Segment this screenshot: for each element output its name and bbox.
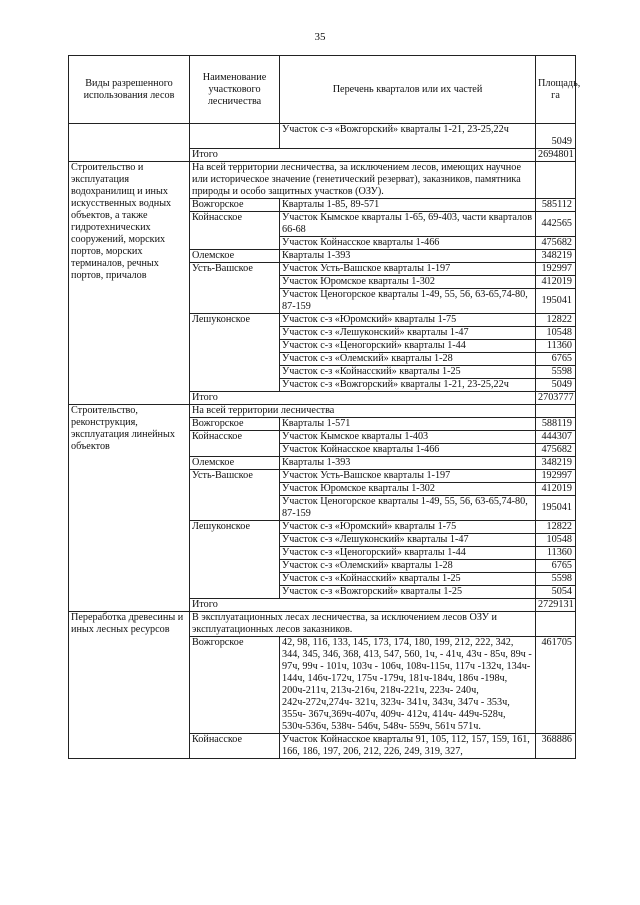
quarters-cell: Участок с-з «Койнасский» кварталы 1-25	[280, 366, 536, 379]
use-type-cell: Переработка древесины и иных лесных ресурсов	[69, 612, 190, 759]
quarters-cell: Кварталы 1-85, 89-571	[280, 199, 536, 212]
header-row	[69, 56, 576, 124]
quarters-cell: Участок с-з «Лешуконский» кварталы 1-47	[280, 534, 536, 547]
area-cell: 475682	[536, 237, 576, 250]
header-area: Площадь, га	[536, 56, 576, 124]
area-cell: 192997	[536, 470, 576, 483]
area-cell: 368886	[536, 734, 576, 759]
quarters-cell: Участок с-з «Ценогорский» кварталы 1-44	[280, 340, 536, 353]
area-cell: 5049	[536, 379, 576, 392]
quarters-cell: Участок с-з «Юромский» кварталы 1-75	[280, 314, 536, 327]
area-cell: 12822	[536, 314, 576, 327]
quarters-cell: Кварталы 1-571	[280, 418, 536, 431]
quarters-cell: Участок Усть-Вашское кварталы 1-197	[280, 263, 536, 276]
area-cell: 475682	[536, 444, 576, 457]
area-cell: 192997	[536, 263, 576, 276]
forestry-cell: Койнасское	[190, 734, 280, 759]
quarters-cell: Участок Ценогорское кварталы 1-49, 55, 56, 63-65,74-80, 87-159	[280, 496, 536, 521]
quarters-cell: Участок Кымское кварталы 1-65, 69-403, части кварталов 66-68	[280, 212, 536, 237]
area-cell	[536, 405, 576, 418]
area-cell: 585112	[536, 199, 576, 212]
forestry-cell: Олемское	[190, 457, 280, 470]
intro-text: На всей территории лесничества	[190, 405, 536, 418]
quarters-cell: Участок с-з «Лешуконский» кварталы 1-47	[280, 327, 536, 340]
area-cell: 442565	[536, 212, 576, 237]
area-cell: 10548	[536, 534, 576, 547]
quarters-cell: Участок Ценогорское кварталы 1-49, 55, 56, 63-65,74-80, 87-159	[280, 289, 536, 314]
area-cell: 461705	[536, 637, 576, 734]
forestry-cell: Лешуконское	[190, 521, 280, 599]
intro-row	[69, 405, 576, 418]
quarters-cell: Участок Койнасское кварталы 1-466	[280, 444, 536, 457]
forest-use-table	[68, 55, 581, 759]
quarters-cell: Участок с-з «Юромский» кварталы 1-75	[280, 521, 536, 534]
use-type-cell: Строительство и эксплуатация водохранилищ и иных искусственных водных объектов, а также гидротехнических сооружений, морских портов, морских терминалов, речных портов, причалов	[69, 162, 190, 405]
area-cell: 444307	[536, 431, 576, 444]
intro-row	[69, 612, 576, 637]
header-use-type: Виды разрешенного использования лесов	[69, 56, 190, 124]
area-cell	[536, 612, 576, 637]
area-cell: 412019	[536, 483, 576, 496]
forestry-cell: Вожгорское	[190, 418, 280, 431]
table-row	[69, 124, 576, 149]
intro-row	[69, 162, 576, 199]
forestry-cell	[190, 124, 280, 149]
quarters-cell: Участок с-з «Вожгорский» кварталы 1-21, 23-25,22ч	[280, 379, 536, 392]
use-type-cell	[69, 124, 190, 162]
page-number: 35	[314, 31, 326, 43]
area-cell: 5049	[536, 124, 576, 149]
quarters-cell: Кварталы 1-393	[280, 457, 536, 470]
area-cell: 5598	[536, 366, 576, 379]
total-label: Итого	[190, 599, 536, 612]
area-cell: 348219	[536, 457, 576, 470]
area-cell: 6765	[536, 353, 576, 366]
area-cell: 10548	[536, 327, 576, 340]
total-area: 2729131	[536, 599, 576, 612]
area-cell: 11360	[536, 340, 576, 353]
total-label: Итого	[190, 149, 536, 162]
total-area: 2694801	[536, 149, 576, 162]
area-cell: 5054	[536, 586, 576, 599]
header-forestry: Наименование участкового лесничества	[190, 56, 280, 124]
area-cell: 12822	[536, 521, 576, 534]
forestry-cell: Лешуконское	[190, 314, 280, 392]
forestry-cell: Вожгорское	[190, 199, 280, 212]
quarters-cell: Участок с-з «Олемский» кварталы 1-28	[280, 560, 536, 573]
quarters-cell: Участок Кымское кварталы 1-403	[280, 431, 536, 444]
quarters-cell: Участок с-з «Вожгорский» кварталы 1-25	[280, 586, 536, 599]
quarters-cell: Участок Юромское кварталы 1-302	[280, 483, 536, 496]
quarters-cell: 42, 98, 116, 133, 145, 173, 174, 180, 199, 212, 222, 342, 344, 345, 346, 368, 413, 547, 560, 1ч, - 41ч, 43ч - 85ч, 89ч - 97ч, 99ч - 101ч, 103ч - 106ч, 108ч-115ч, 117ч -132ч, 134ч- 144ч, 146ч-172ч, 175ч -179ч, 181ч-184ч, 186ч -198ч, 200ч-211ч, 213ч-216ч, 218ч-221ч, 223ч- 240ч, 242ч-272ч,274ч- 321ч, 323ч- 341ч, 343ч, 347ч - 353ч, 355ч- 367ч,369ч-407ч, 409ч- 412ч, 414ч- 449ч-528ч, 530ч-536ч, 538ч- 546ч, 548ч- 559ч, 561ч 571ч.	[280, 637, 536, 734]
forestry-cell: Вожгорское	[190, 637, 280, 734]
quarters-cell: Участок Юромское кварталы 1-302	[280, 276, 536, 289]
intro-text: На всей территории лесничества, за исключением лесов, имеющих научное или историческое значение (генетический резерват), заказников, памятника природы и особо защитных участков (ОЗУ).	[190, 162, 536, 199]
total-label: Итого	[190, 392, 536, 405]
area-cell: 412019	[536, 276, 576, 289]
area-cell	[536, 162, 576, 199]
area-cell: 195041	[536, 289, 576, 314]
forestry-cell: Усть-Вашское	[190, 470, 280, 521]
quarters-cell: Участок Койнасское кварталы 91, 105, 112, 157, 159, 161, 166, 186, 197, 206, 212, 226, 249, 319, 327,	[280, 734, 536, 759]
quarters-cell: Участок Усть-Вашское кварталы 1-197	[280, 470, 536, 483]
area-cell: 195041	[536, 496, 576, 521]
quarters-cell: Участок с-з «Ценогорский» кварталы 1-44	[280, 547, 536, 560]
area-cell: 11360	[536, 547, 576, 560]
total-area: 2703777	[536, 392, 576, 405]
forestry-cell: Олемское	[190, 250, 280, 263]
forestry-cell: Усть-Вашское	[190, 263, 280, 314]
quarters-cell: Участок с-з «Вожгорский» кварталы 1-21, 23-25,22ч	[280, 124, 536, 149]
area-cell: 348219	[536, 250, 576, 263]
forestry-cell: Койнасское	[190, 431, 280, 457]
area-cell: 588119	[536, 418, 576, 431]
header-quarters: Перечень кварталов или их частей	[280, 56, 536, 124]
use-type-cell: Строительство, реконструкция, эксплуатация линейных объектов	[69, 405, 190, 612]
forestry-cell: Койнасское	[190, 212, 280, 250]
quarters-cell: Участок Койнасское кварталы 1-466	[280, 237, 536, 250]
quarters-cell: Кварталы 1-393	[280, 250, 536, 263]
area-cell: 6765	[536, 560, 576, 573]
intro-text: В эксплуатационных лесах лесничества, за исключением лесов ОЗУ и эксплуатационных лесов заказников.	[190, 612, 536, 637]
quarters-cell: Участок с-з «Койнасский» кварталы 1-25	[280, 573, 536, 586]
quarters-cell: Участок с-з «Олемский» кварталы 1-28	[280, 353, 536, 366]
area-cell: 5598	[536, 573, 576, 586]
